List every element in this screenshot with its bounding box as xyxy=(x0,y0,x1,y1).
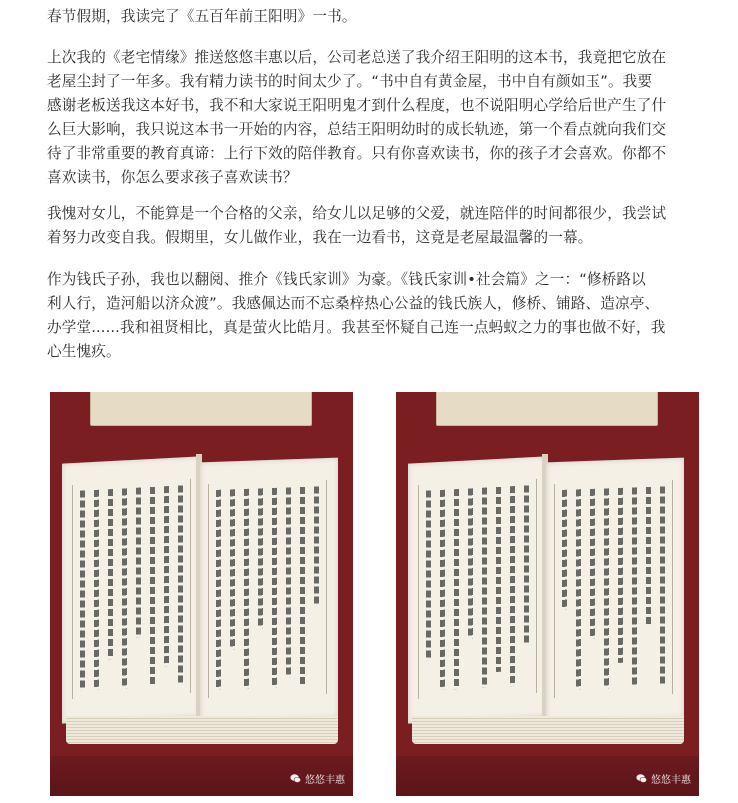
paragraph-4 xyxy=(47,268,733,364)
text-line: 么巨大影响，我只说这本书一开始的内容，总结王阳明幼时的成长轨迹，第一个看点就向我们交 xyxy=(47,121,667,138)
open-book xyxy=(62,454,340,744)
watermark xyxy=(636,771,691,786)
book-photo-left xyxy=(50,392,353,796)
book-page-stack xyxy=(66,716,338,744)
paragraph-3 xyxy=(47,202,733,250)
paragraph-2 xyxy=(47,46,733,190)
watermark-text: 悠悠丰惠 xyxy=(651,775,691,786)
book-page-left xyxy=(408,456,546,723)
paragraph-1 xyxy=(47,5,733,29)
book-box xyxy=(436,392,658,426)
text-line: 作为钱氏子孙，我也以翻阅、推介《钱氏家训》为豪。《钱氏家训•社会篇》之一：“修桥路以 xyxy=(47,271,646,288)
watermark xyxy=(290,771,345,786)
book-page-left xyxy=(62,456,200,723)
text-line: 待了非常重要的教育真谛：上行下效的陪伴教育。只有你喜欢读书，你的孩子才会喜欢。你都不 xyxy=(47,145,667,162)
text-line: 心生愧疚。 xyxy=(47,343,121,360)
book-page-right xyxy=(200,458,338,723)
book-page-stack xyxy=(412,716,684,744)
text-line: 办学堂......我和祖贤相比，真是萤火比皓月。我甚至怀疑自己连一点蚂蚁之力的事也做不好，我 xyxy=(47,319,666,336)
watermark-text: 悠悠丰惠 xyxy=(305,775,345,786)
open-book xyxy=(408,454,686,744)
text-line: 喜欢读书，你怎么要求孩子喜欢读书？ xyxy=(47,169,298,186)
book-page-right xyxy=(546,458,684,723)
text-line: 春节假期，我读完了《五百年前王阳明》一书。 xyxy=(47,8,357,25)
wechat-icon xyxy=(290,773,301,784)
text-line: 我愧对女儿，不能算是一个合格的父亲，给女儿以足够的父爱，就连陪伴的时间都很少，我尝试 xyxy=(47,205,667,222)
text-line: 感谢老板送我这本好书，我不和大家说王阳明鬼才到什么程度，也不说阳明心学给后世产生了什 xyxy=(47,97,667,114)
text-line: 老屋尘封了一年多。我有精力读书的时间太少了。“书中自有黄金屋，书中自有颜如玉”。我要 xyxy=(47,73,653,90)
text-line: 利人行，造河船以济众渡”。我感佩达而不忘桑梓热心公益的钱氏族人，修桥、铺路、造凉亭、 xyxy=(47,295,660,312)
text-line: 上次我的《老宅情缘》推送悠悠丰惠以后，公司老总送了我介绍王阳明的这本书，我竟把它放在 xyxy=(47,49,667,66)
book-box xyxy=(90,392,312,426)
book-photo-right xyxy=(396,392,699,796)
wechat-icon xyxy=(636,773,647,784)
text-line: 着努力改变自我。假期里，女儿做作业，我在一边看书，这竟是老屋最温馨的一幕。 xyxy=(47,229,593,246)
